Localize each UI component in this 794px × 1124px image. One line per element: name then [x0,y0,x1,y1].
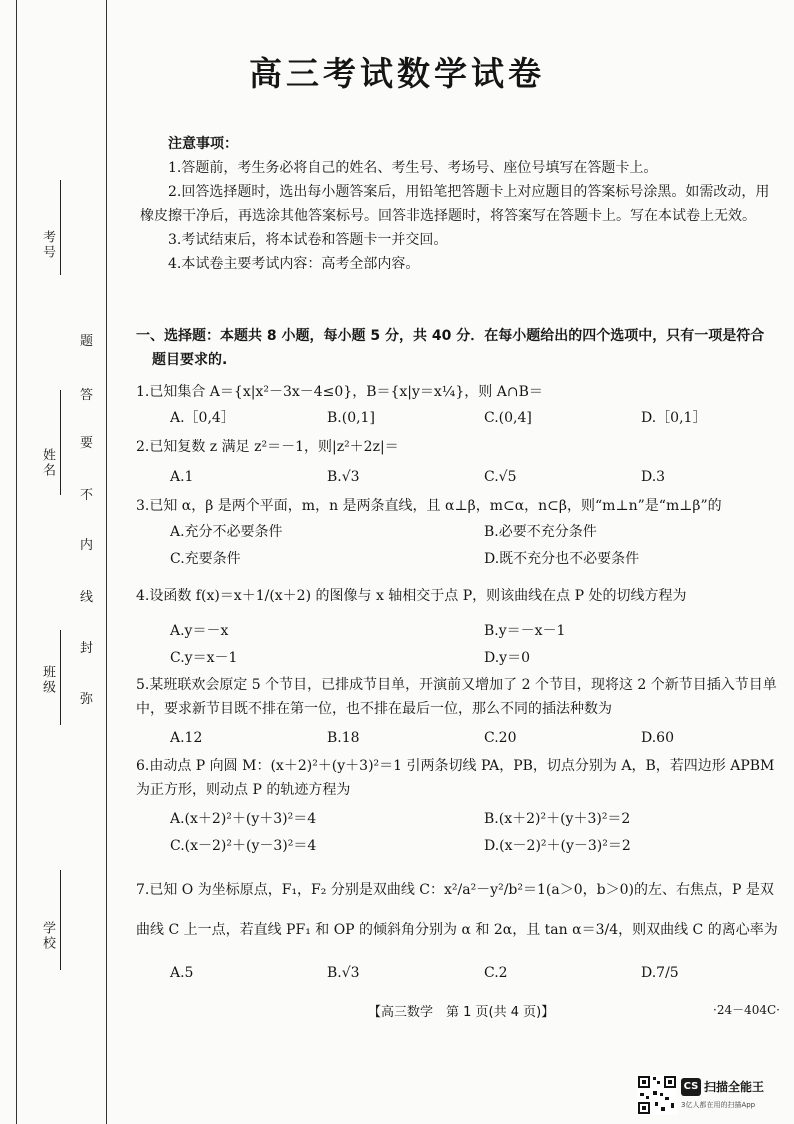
seal-char: 线 [80,590,94,605]
seal-char: 不 [80,488,94,503]
seal-char: 答 [80,388,94,403]
scanner-watermark [681,1076,764,1110]
option-c: C.2 [484,965,508,981]
option-a: A.［0,4］ [170,410,235,426]
question-4-stem: 4.设函数 f(x)＝x＋1/(x＋2) 的图像与 x 轴相交于点 P，则该曲线在点 P 处的切线方程为 [136,588,687,604]
option-a: A.(x＋2)²＋(y＋3)²＝4 [170,811,317,827]
page-footer: 【高三数学 第 1 页(共 4 页)】 [368,1005,555,1020]
section-heading-line: 一、选择题：本题共 8 小题，每小题 5 分，共 40 分．在每小题给出的四个选项中，只有一项是符合 [136,328,765,344]
option-d: D.7/5 [641,965,679,981]
exam-title: 高三考试数学试卷 [249,54,545,93]
seal-char: 弥 [80,692,94,707]
option-c: C.(0,4] [484,410,532,426]
option-a: A.y＝－x [170,623,229,639]
option-c: C.充要条件 [170,551,241,567]
scanner-tagline: 3亿人都在用的扫描App [681,1100,756,1109]
scanner-brand-name: 扫描全能王 [704,1080,765,1094]
field-class-line [60,630,61,725]
margin-line [106,0,107,1124]
notice-item: 4.本试卷主要考试内容：高考全部内容。 [168,256,420,272]
notice-heading: 注意事项： [168,136,238,152]
option-a: A.12 [170,730,203,746]
seal-char: 要 [80,436,94,451]
option-a: A.1 [170,469,194,485]
notice-item: 1.答题前，考生务必将自己的姓名、考生号、考场号、座位号填写在答题卡上。 [168,160,658,176]
field-name-line [60,390,61,495]
margin-line [16,0,17,1124]
option-b: B.必要不充分条件 [484,524,597,540]
option-d: D.y＝0 [484,650,530,666]
option-c: C.20 [484,730,517,746]
option-c: C.(x－2)²＋(y－3)²＝4 [170,838,317,854]
field-school-label: 学校 [40,921,55,951]
field-exam-number-line [60,180,61,275]
question-2-stem: 2.已知复数 z 满足 z²＝－1，则|z²＋2z|＝ [136,439,399,455]
paper-code: ·24－404C· [713,1003,780,1017]
notice-item: 3.考试结束后，将本试卷和答题卡一并交回。 [168,232,448,248]
option-b: B.y＝－x－1 [484,623,566,639]
qr-code-icon [637,1075,677,1115]
notice-block [140,132,780,276]
option-c: C.y＝x－1 [170,650,238,666]
option-c: C.√5 [484,469,517,485]
seal-char: 内 [80,538,94,553]
option-b: B.(x＋2)²＋(y＋3)²＝2 [484,811,631,827]
option-d: D.3 [641,469,666,485]
option-d: D.既不充分也不必要条件 [484,551,640,567]
option-d: D.［0,1］ [641,410,707,426]
field-class-label: 班级 [40,665,55,695]
option-b: B.√3 [327,469,360,485]
notice-item: 2.回答选择题时，选出每小题答案后，用铅笔把答题卡上对应题目的答案标号涂黑。如需改动，用橡皮擦干净后，再选涂其他答案标号。回答非选择题时，将答案写在答题卡上。写在本试卷上无效。 [140,184,770,224]
question-5-stem: 5.某班联欢会原定 5 个节目，已排成节目单，开演前又增加了 2 个节目，现将这 2 个新节目插入节目单中，要求新节目既不排在第一位，也不排在最后一位，那么不同的插法种数为 [136,677,777,717]
section-heading-line: 题目要求的. [152,352,228,368]
field-name-label: 姓名 [40,448,55,478]
seal-char: 题 [80,334,94,349]
option-a: A.5 [170,965,194,981]
option-d: D.(x－2)²＋(y－3)²＝2 [484,838,631,854]
option-b: B.√3 [327,965,360,981]
section-heading [136,324,781,372]
camscanner-logo-icon: CS [681,1078,701,1096]
question-6-stem: 6.由动点 P 向圆 M：(x＋2)²＋(y＋3)²＝1 引两条切线 PA，PB，切点分别为 A，B，若四边形 APBM 为正方形，则动点 P 的轨迹方程为 [136,758,775,798]
option-d: D.60 [641,730,674,746]
seal-char: 封 [80,641,94,656]
option-b: B.18 [327,730,360,746]
option-b: B.(0,1] [327,410,375,426]
field-exam-number-label: 考号 [40,230,55,260]
question-3-stem: 3.已知 α，β 是两个平面，m，n 是两条直线，且 α⊥β，m⊂α，n⊂β，则“m⊥n”是“m⊥β”的 [136,498,722,514]
question-7-stem: 7.已知 O 为坐标原点，F₁，F₂ 分别是双曲线 C：x²/a²－y²/b²＝1(a＞0，b＞0)的左、右焦点，P 是双曲线 C 上一点，若直线 PF₁ 和 OP 的倾斜角分别为 α 和 2α，且 tan α＝3/4，则双曲线 C 的离心率为 [136,882,778,938]
field-school-line [60,870,61,970]
option-a: A.充分不必要条件 [170,524,283,540]
question-1-stem: 1.已知集合 A＝{x|x²－3x－4≤0}，B＝{x|y＝x¼}，则 A∩B＝ [136,384,543,400]
